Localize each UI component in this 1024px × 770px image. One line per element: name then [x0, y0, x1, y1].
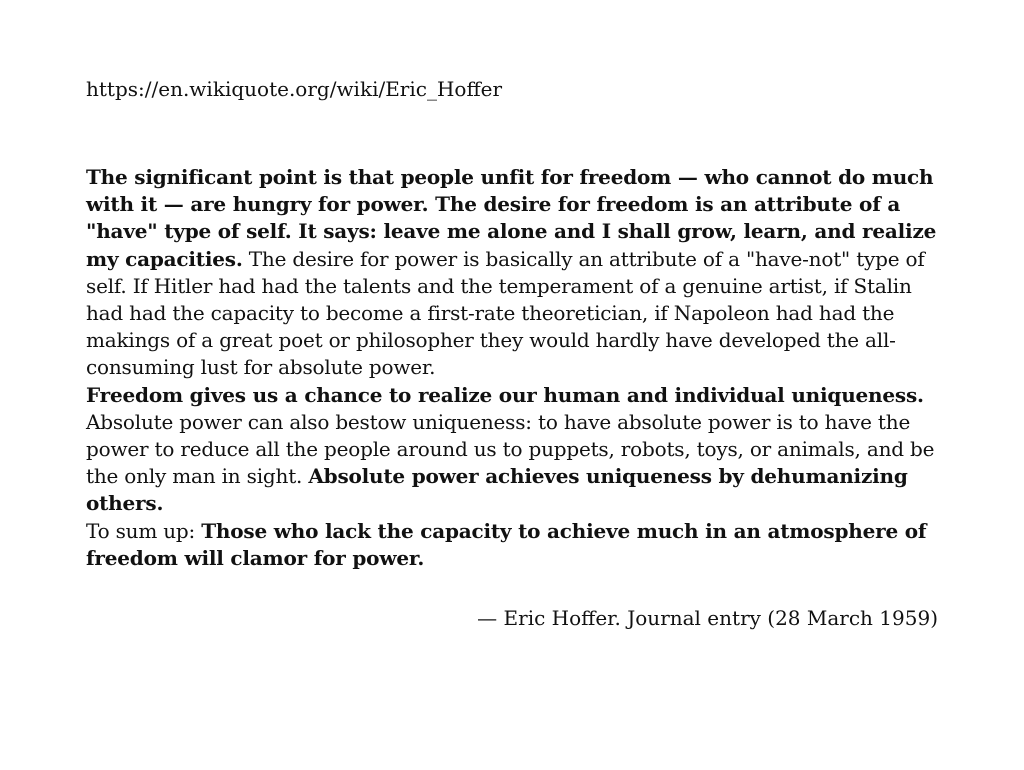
quote-text-2: Absolute power can also bestow uniqueness: to have absolute power is to have the power to reduce all the people around us to puppets, robots, toys, or animals, and be the only man in sight.	[86, 409, 935, 489]
quote-bold-2: Freedom gives us a chance to realize our human and individual uniqueness.	[86, 382, 924, 407]
attribution: — Eric Hoffer. Journal entry (28 March 1959)	[477, 606, 938, 630]
quote-text-3: To sum up:	[86, 518, 202, 543]
quote-body	[86, 164, 938, 572]
quote-bold-4: Those who lack the capacity to achieve much in an atmosphere of freedom will clamor for power.	[86, 518, 927, 570]
quote-text-1: The desire for power is basically an attribute of a "have-not" type of self. If Hitler had had the talents and the temperament of a genuine artist, if Stalin had had the capacity to become a first-rate theoretician, if Napoleon had had the makings of a great poet or philosopher they would hardly have developed the all-consuming lust for absolute power.	[86, 246, 925, 380]
source-url: https://en.wikiquote.org/wiki/Eric_Hoffer	[86, 77, 503, 101]
quote-bold-3: Absolute power achieves uniqueness by dehumanizing others.	[86, 464, 908, 516]
quote-bold-1: The significant point is that people unfit for freedom — who cannot do much with it — are hungry for power. The desire for freedom is an attribute of a "have" type of self. It says: leave me alone and I shall grow, learn, and realize my capacities.	[86, 165, 937, 271]
